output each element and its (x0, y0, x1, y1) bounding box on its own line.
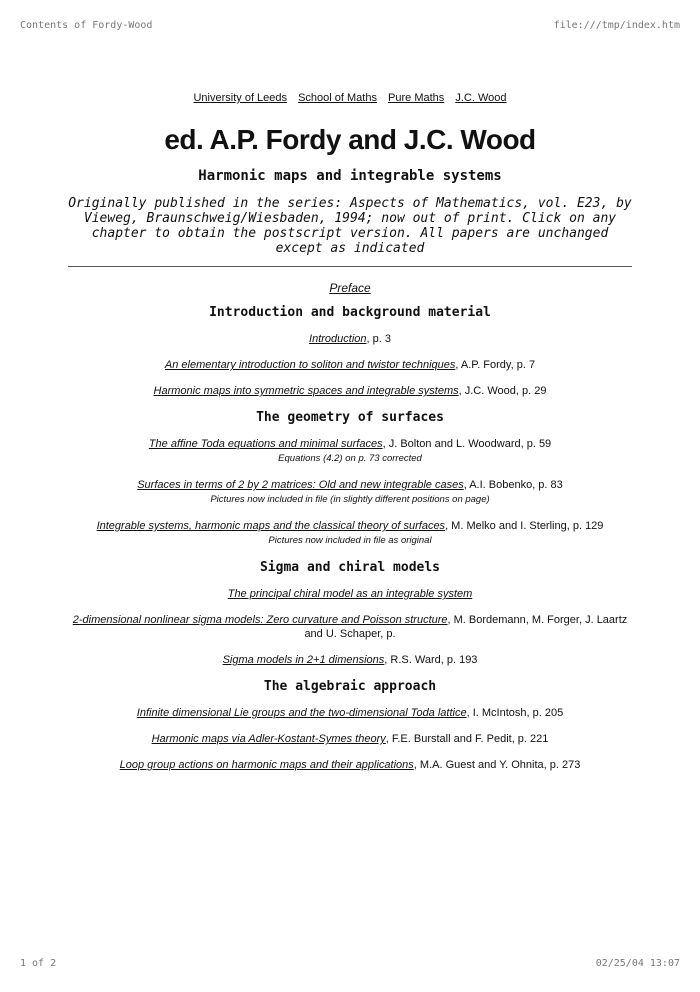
section-heading: Introduction and background material (209, 305, 491, 320)
section-heading: The algebraic approach (263, 679, 437, 694)
chapter-authors: , M. Melko and I. Sterling, p. 129 (445, 520, 604, 532)
chapter-authors: , J. Bolton and L. Woodward, p. 59 (382, 438, 552, 450)
page-header-title: Contents of Fordy-Wood (20, 20, 153, 31)
breadcrumb-link-leeds[interactable]: University of Leeds (193, 92, 288, 104)
chapter-authors: , p. 3 (366, 333, 391, 345)
chapter-entry (68, 706, 632, 720)
chapter-entry (68, 653, 632, 667)
chapter-link[interactable]: Surfaces in terms of 2 by 2 matrices: Old and new integrable cases (137, 479, 464, 491)
chapter-entry (68, 332, 632, 346)
chapter-entry (68, 478, 632, 507)
chapter-link[interactable]: An elementary introduction to soliton and twistor techniques (164, 359, 456, 371)
chapter-note: Pictures now included in file as original (268, 535, 432, 546)
chapter-authors: , R.S. Ward, p. 193 (384, 654, 478, 666)
breadcrumb (68, 92, 632, 104)
chapter-entry (68, 613, 632, 641)
contents-list (68, 305, 632, 772)
chapter-entry (68, 732, 632, 746)
chapter-link[interactable]: The principal chiral model as an integrable system (227, 588, 473, 600)
breadcrumb-link-wood[interactable]: J.C. Wood (455, 92, 507, 104)
breadcrumb-link-pure-maths[interactable]: Pure Maths (388, 92, 445, 104)
main-content (68, 92, 632, 784)
chapter-link[interactable]: 2-dimensional nonlinear sigma models: Zero curvature and Poisson structure (72, 614, 448, 626)
chapter-entry (68, 587, 632, 601)
chapter-link[interactable]: Loop group actions on harmonic maps and their applications (119, 759, 414, 771)
page-title: ed. A.P. Fordy and J.C. Wood (164, 124, 536, 155)
intro-text: Originally published in the series: Aspects of Mathematics, vol. E23, by Vieweg, Braunschweig/Wiesbaden, 1994; now out of print. Click on any chapter to obtain the postscript version. All papers are unchanged except as indicated (68, 196, 632, 256)
chapter-link[interactable]: Infinite dimensional Lie groups and the two-dimensional Toda lattice (136, 707, 467, 719)
chapter-entry (68, 437, 632, 466)
chapter-link[interactable]: Sigma models in 2+1 dimensions (222, 654, 385, 666)
chapter-entry (68, 519, 632, 548)
chapter-link[interactable]: The affine Toda equations and minimal surfaces (148, 438, 383, 450)
page-footer-pages: 1 of 2 (20, 958, 57, 969)
chapter-link[interactable]: Integrable systems, harmonic maps and the classical theory of surfaces (96, 520, 446, 532)
section-heading: The geometry of surfaces (256, 410, 444, 425)
page-header-url: file:///tmp/index.htm (553, 20, 680, 31)
chapter-authors: , J.C. Wood, p. 29 (458, 385, 547, 397)
chapter-authors: , F.E. Burstall and F. Pedit, p. 221 (385, 733, 549, 745)
chapter-authors: , I. McIntosh, p. 205 (466, 707, 564, 719)
chapter-authors: , A.I. Bobenko, p. 83 (463, 479, 563, 491)
chapter-link[interactable]: Harmonic maps into symmetric spaces and integrable systems (153, 385, 459, 397)
page-subtitle: Harmonic maps and integrable systems (198, 168, 502, 184)
preface-entry (68, 281, 632, 295)
chapter-authors: , M. Bordemann, M. Forger, J. Laartz and U. Schaper, p. (304, 614, 628, 640)
page-footer-date: 02/25/04 13:07 (595, 958, 680, 969)
chapter-note: Equations (4.2) on p. 73 corrected (278, 453, 422, 464)
chapter-authors: , A.P. Fordy, p. 7 (455, 359, 536, 371)
chapter-link[interactable]: Introduction (309, 333, 367, 345)
chapter-note: Pictures now included in file (in slightly different positions on page) (210, 494, 490, 505)
breadcrumb-link-maths[interactable]: School of Maths (298, 92, 377, 104)
divider (68, 266, 632, 267)
section-heading: Sigma and chiral models (259, 560, 440, 575)
chapter-link[interactable]: Harmonic maps via Adler-Kostant-Symes theory (151, 733, 386, 745)
chapter-authors: , M.A. Guest and Y. Ohnita, p. 273 (413, 759, 581, 771)
chapter-entry (68, 384, 632, 398)
chapter-entry (68, 758, 632, 772)
preface-link[interactable]: Preface (329, 281, 371, 295)
chapter-entry (68, 358, 632, 372)
